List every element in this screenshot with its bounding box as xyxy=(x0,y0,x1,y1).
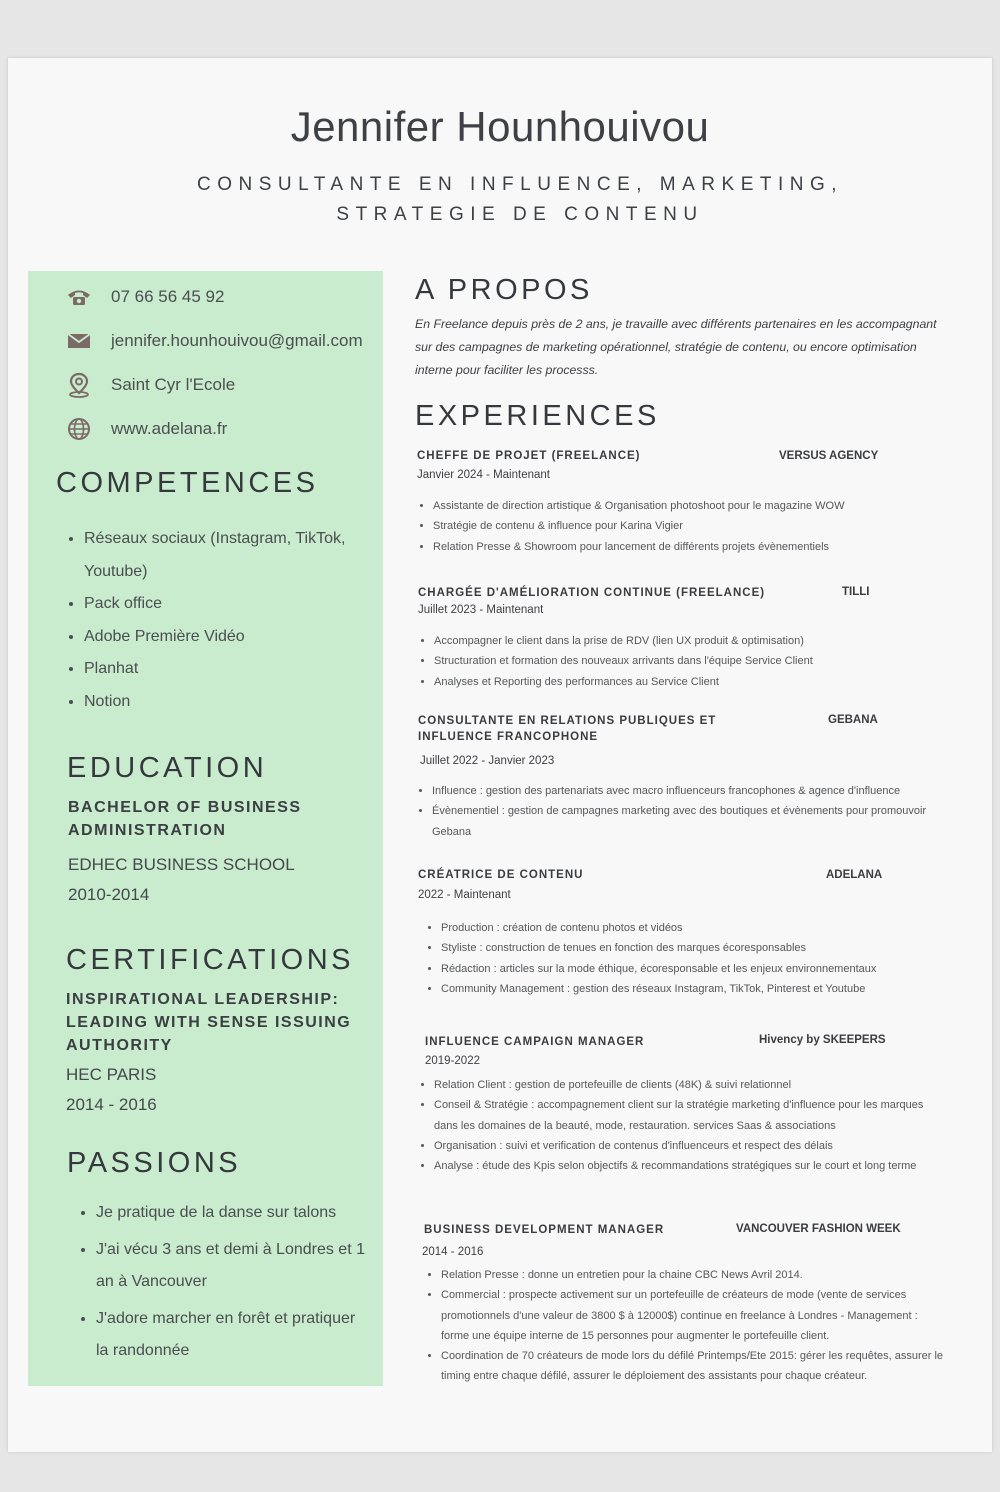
contact-phone xyxy=(66,282,224,312)
job-title: CONSULTANTE EN RELATIONS PUBLIQUES ET INFLUENCE FRANCOPHONE xyxy=(418,715,717,743)
job-bullet: • Conseil & Stratégie : accompagnement client sur la stratégie marketing d'influence pour les marques dans les domaines de la beauté, mode, restauration. services Saas & associations xyxy=(434,1095,924,1136)
education-school: EDHEC BUSINESS SCHOOL xyxy=(68,855,295,874)
job-bullet: • Relation Presse & Showroom pour lancement de différents projets évènementiels xyxy=(433,537,933,557)
passions-title: PASSIONS xyxy=(67,1147,242,1179)
envelope-icon xyxy=(66,328,92,354)
job-bullets xyxy=(419,631,934,692)
passion-item: • Je pratique de la danse sur talons xyxy=(96,1197,366,1230)
job-company: Hivency by SKEEPERS xyxy=(759,1034,886,1046)
education-years: 2010-2014 xyxy=(68,885,150,904)
subtitle-line-1: CONSULTANTE EN INFLUENCE, MARKETING, xyxy=(196,174,844,195)
phone-number[interactable]: 07 66 56 45 92 xyxy=(111,287,225,306)
email-address[interactable]: jennifer.hounhouivou@gmail.com xyxy=(111,331,363,350)
job-title: INFLUENCE CAMPAIGN MANAGER xyxy=(425,1036,645,1048)
job-title: BUSINESS DEVELOPMENT MANAGER xyxy=(424,1224,665,1236)
certifications-title: CERTIFICATIONS xyxy=(66,944,354,976)
job-dates: Janvier 2024 - Maintenant xyxy=(417,469,550,481)
job-bullet: • Relation Presse : donne un entretien pour la chaine CBC News Avril 2014. xyxy=(441,1265,946,1285)
job-bullets xyxy=(419,1075,924,1176)
experiences-title: EXPERIENCES xyxy=(415,400,660,432)
job-company: VERSUS AGENCY xyxy=(779,450,879,462)
job-bullet: • Analyse : étude des Kpis selon objectifs & recommandations stratégiques sur le court et long terme xyxy=(434,1156,924,1176)
job-bullets xyxy=(426,918,941,999)
passion-item: • J'adore marcher en forêt et pratiquer la randonnée xyxy=(96,1303,366,1368)
job-dates: 2014 - 2016 xyxy=(422,1246,484,1258)
contact-website xyxy=(66,414,227,444)
job-dates: Juillet 2023 - Maintenant xyxy=(418,604,544,616)
job-bullet: • Community Management : gestion des réseaux Instagram, TikTok, Pinterest et Youtube xyxy=(441,979,941,999)
job-title: CRÉATRICE DE CONTENU xyxy=(418,869,584,881)
resume-name: Jennifer Hounhouivou xyxy=(290,103,710,150)
resume-subtitle xyxy=(120,170,920,230)
job-bullet: • Influence : gestion des partenariats avec macro influenceurs francophones & agence d'influence xyxy=(432,781,942,801)
job-bullet: • Relation Client : gestion de portefeuille de clients (48K) & suivi relationnel xyxy=(434,1075,924,1095)
certification-name: INSPIRATIONAL LEADERSHIP: LEADING WITH SENSE ISSUING AUTHORITY xyxy=(66,991,352,1054)
job-bullet: • Rédaction : articles sur la mode éthique, écoresponsable et les enjeux environnementaux xyxy=(441,959,941,979)
competence-item: • Adobe Première Vidéo xyxy=(84,621,354,654)
competences-title: COMPETENCES xyxy=(56,467,319,499)
website-link[interactable]: www.adelana.fr xyxy=(111,419,228,438)
location-text: Saint Cyr l'Ecole xyxy=(111,375,236,394)
job-bullets xyxy=(417,781,942,842)
globe-icon xyxy=(66,416,92,442)
job-bullet: • Commercial : prospecte activement sur un portefeuille de créateurs de mode (vente de services promotionnels d'une valeur de 3800 $ à 12000$) continue en freelance à Londres - Management : forme une équipe interne de 15 personnes pour augmenter le portefeuille client. xyxy=(441,1285,946,1346)
phone-icon xyxy=(66,284,92,310)
job-dates: 2019-2022 xyxy=(425,1055,480,1067)
job-dates: 2022 - Maintenant xyxy=(418,889,511,901)
job-bullet: • Coordination de 70 créateurs de mode lors du défilé Printemps/Ete 2015: gérer les requêtes, assurer le timing entre chaque défilé, assurer le déploiement des assistants pour chaque créateur. xyxy=(441,1346,946,1387)
job-bullet: • Stratégie de contenu & influence pour Karina Vigier xyxy=(433,516,933,536)
job-bullet: • Accompagner le client dans la prise de RDV (lien UX produit & optimisation) xyxy=(434,631,934,651)
passion-item: • J'ai vécu 3 ans et demi à Londres et 1 an à Vancouver xyxy=(96,1234,366,1299)
job-bullet: • Structuration et formation des nouveaux arrivants dans l'équipe Service Client xyxy=(434,651,934,671)
about-title: A PROPOS xyxy=(415,274,593,306)
job-bullet: • Assistante de direction artistique & Organisation photoshoot pour le magazine WOW xyxy=(433,496,933,516)
competences-list xyxy=(66,523,354,718)
location-pin-icon xyxy=(66,372,92,398)
job-bullet: • Analyses et Reporting des performances au Service Client xyxy=(434,672,934,692)
contact-location xyxy=(66,370,235,400)
about-text: En Freelance depuis près de 2 ans, je travaille avec différents partenaires en les accompagnant sur des campagnes de marketing opérationnel, stratégie de contenu, ou encore optimisation interne pour faciliter les processs. xyxy=(415,317,937,377)
job-title: CHARGÉE D'AMÉLIORATION CONTINUE (FREELANCE) xyxy=(418,587,766,599)
job-company: ADELANA xyxy=(826,869,883,881)
competence-item: • Pack office xyxy=(84,588,354,621)
competence-item: • Planhat xyxy=(84,653,354,686)
competence-item: • Notion xyxy=(84,686,354,719)
competence-item: • Réseaux sociaux (Instagram, TikTok, Youtube) xyxy=(84,523,354,588)
certification-issuer: HEC PARIS xyxy=(66,1065,157,1084)
job-bullets xyxy=(418,496,933,557)
job-company: TILLI xyxy=(842,586,870,598)
subtitle-line-2: STRATEGIE DE CONTENU xyxy=(336,204,704,225)
job-company: GEBANA xyxy=(828,714,878,726)
education-degree: BACHELOR OF BUSINESS ADMINISTRATION xyxy=(68,799,302,839)
job-company: VANCOUVER FASHION WEEK xyxy=(736,1223,901,1235)
job-bullets xyxy=(426,1265,946,1387)
job-title: CHEFFE DE PROJET (FREELANCE) xyxy=(417,450,641,462)
contact-email xyxy=(66,326,363,356)
job-dates: Juillet 2022 - Janvier 2023 xyxy=(420,755,555,767)
job-bullet: • Évènementiel : gestion de campagnes marketing avec des boutiques et évènements pour promouvoir Gebana xyxy=(432,801,942,842)
job-bullet: • Organisation : suivi et verification de contenus d'influenceurs et respect des délais xyxy=(434,1136,924,1156)
passions-list xyxy=(78,1197,366,1368)
job-bullet: • Production : création de contenu photos et vidéos xyxy=(441,918,941,938)
education-title: EDUCATION xyxy=(67,752,268,784)
job-bullet: • Styliste : construction de tenues en fonction des marques écoresponsables xyxy=(441,938,941,958)
certification-years: 2014 - 2016 xyxy=(66,1095,157,1114)
